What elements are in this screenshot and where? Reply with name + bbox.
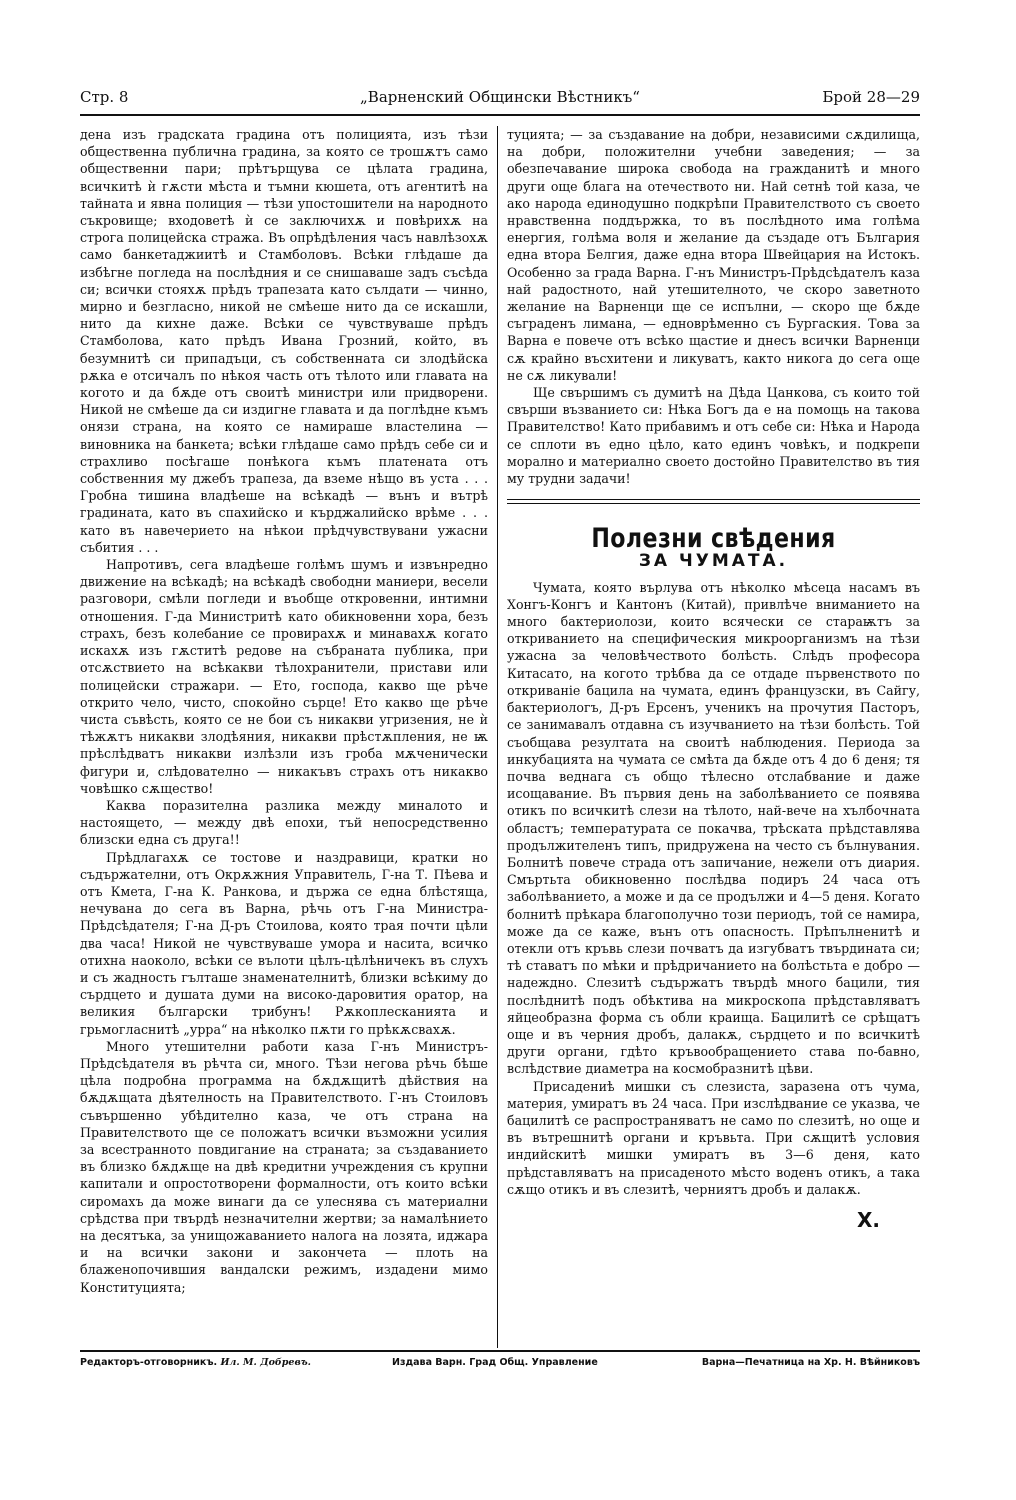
author-signature: X. <box>856 1207 880 1232</box>
right-column <box>507 126 920 1342</box>
printer-credit: Варна—Печатница на Хр. Н. Вѣйниковъ <box>701 1357 920 1368</box>
left-column <box>80 126 488 1342</box>
paragraph: Чумата, която върлува отъ нѣколко мѣсеца насамъ въ Хонгъ-Конгъ и Кантонъ (Китай), привлѣче вниманието на много бактериолози, които всячески се стараѭтъ за откриванието на специфическия микроорганизмъ на тѣзи ужасна за человѣчеството болѣсть. Слѣдъ профеcора Китасато, на когото трѣбва да се отдаде първенството по откриванiе бацила на чумата, единъ французски, въ Сайгу, бактериологъ, Д-ръ Ерсенъ, ученикъ на прочутия Пасторъ, се занимавалъ отдавна съ изучванието на тѣзи болѣсть. Той съобщава резултата на своитѣ наблюдения. Периода за инкубацията на чумата се смѣта да бѫде отъ 4 до 6 деня; тя почва веднага съ общо тѣлесно отслабвание и даже исощавание. Въ първия день на заболѣванието се появява отикъ по всичкитѣ слези на тѣлото, най-вече на хълбочната областъ; температурата се покачва, трѣската прѣдставлява продължителенъ типъ, придружена на често съ бълнувания. Болнитѣ повече страда отъ запичание, нежели отъ диария. Смъртьта обикновенно послѣдва подиръ 24 часа отъ заболѣванието, а може и да се продължи и 4—5 деня. Когато болнитѣ прѣкара благополучно този периодъ, той се намира, може да се каже, вънъ отъ опасность. Прѣпълненитѣ и отекли отъ кръвь слези почватъ да изгубватъ твърдината си; тѣ ставатъ по мѣки и прѣдричанието на болѣстьта е добро — надеждно. Слезитѣ съдържатъ твърдѣ много бацили, тия послѣднитѣ подъ обѣктива на микроскопа прѣдставляватъ яйцеобразна форма съ обли краища. Бацилитѣ се срѣщатъ още и въ черния дробъ, далакѫ, сърдцето и по всичкитѣ други органи, гдѣто кръвообращението става по-бавно, вслѣдствие диаметра на космобразнитѣ цѣви. <box>507 579 920 1077</box>
paragraph: Много утешителни работи каза Г-нъ Министръ-Прѣдсѣдателя въ рѣчта си, много. Тѣзи негова рѣчь бѣше цѣла подробна программа на бѫдѫщитѣ дѣйствия на бѫдѫщата дѣятелность на Правителството. Г-нъ Стоиловъ съвършенно убѣдително каза, че отъ страна на Правителството ще се положатъ всички възможни усилия за всестранното повдигание на страната; за създаванието въ близко бѫдѫще на двѣ кредитни учреждения съ крупни капитали и опростотворени формалности, отъ които всѣки сиромахъ да може винаги да се улеснява съ материални срѣдства при твърдѣ незначителни жертви; за намалѣнието на десятъка, за унищожаванието налога на лозята, иджара и на всички закони и закончета — плоть на блаженопочившия вандалски режимъ, издадени мимо Конституцията; <box>80 1038 488 1295</box>
editor-label: Редакторъ-отговорникъ. <box>80 1357 218 1368</box>
issue-number: Брой 28—29 <box>822 88 920 106</box>
page-header <box>80 88 920 114</box>
section-subtitle: ЗА ЧУМАТА. <box>638 551 789 572</box>
paragraph: дена изъ градската градина отъ полицията, изъ тѣзи общественна публична градина, за която се трошѫтъ само общественни пари; прѣтърщува се цѣлата градина, всичкитѣ ѝ гѫсти мѣста и тъмни кюшета, отъ агентитѣ на тайната и явна полиция — тѣзи упостошители на народното съкровище; входоветѣ ѝ се заключихѫ и повѣрихѫ на строга полицейска стража. Въ опрѣдѣления часъ навлѣзохѫ само банкетаджиитѣ и Стамболовъ. Всѣки глѣдаше да избѣгне погледа на послѣдния и се снишаваше задъ съсѣда си; всички стояхѫ прѣдъ трапезата като сълдати — чинно, мирно и безгласно, никой не смѣеше нито да се искашли, нито да кихне даже. Всѣки се чувствуваше прѣдъ Стамболова, като прѣдъ Ивана Грозний, който, въ безумнитѣ си припадъци, съ собственната си злодѣйска рѫка е отсичалъ по нѣкоя часть отъ тѣлото или главата на когото и да бѫде отъ своитѣ министри или придворени. Никой не смѣеше да си издигне главата и да поглѣдне къмъ онязи страна, на която се намираше властелина — виновника на банкета; всѣки глѣдаше само прѣдъ себе си и страхливо посѣгаше понѣкога къмъ платената отъ собственния му джебъ трапеза, да вземе нѣщо въ уста . . . Гробна тишина владѣеше на всѣкадѣ — вънъ и вътрѣ градината, като въ спахийско и кърджалийско врѣме . . . като въ навечерието на нѣкои прѣдчувствувани ужасни събития . . . <box>80 127 488 555</box>
page-number: Стр. 8 <box>80 88 129 106</box>
header-rule <box>80 114 920 116</box>
section-title: Полезни свѣдения <box>591 523 836 555</box>
paragraph: Напротивъ, сега владѣеше голѣмъ шумъ и извънредно движение на всѣкадѣ; на всѣкадѣ свободни маниери, весели разговори, смѣли погледи и въобще откровенни, интимни отношения. Г-да Министритѣ като обикновенни хора, безъ страхъ, безъ колебание се провирахѫ и минавахѫ когато искахѫ изъ гѫститѣ редове на събраната публика, при отсѫствието на всѣкакви тѣлохранители, пристави или полицейски стражари. — Ето, господа, какво ще рѣче открито чело, чисто, спокойно сърце! Ето какво ще рѣче чиста съвѣсть, която се не бои съ никакви угризения, не ѝ тѣжѫтъ никакви злодѣяния, никакви прѣстѫпления, не ѭ прѣслѣдватъ никакви излѣзли изъ гроба мѫченически фигури и, слѣдователно — никакъвъ страхъ отъ никакво човѣшко сѫщество! <box>80 557 488 796</box>
column-divider <box>497 126 498 1348</box>
paragraph: Ще свършимъ съ думитѣ на Дѣда Цанкова, съ които той свърши възванието си: Нѣка Богъ да е на помощь на такова Правителство! Като прибавимъ и отъ себе си: Нѣка и Народа се сплоти въ едно цѣло, като единъ човѣкъ, и подкрепи морално и материално своето достойно Правителство въ тия му трудни задачи! <box>507 385 920 487</box>
paragraph: Присадениѣ мишки съ слезиста, заразена отъ чума, материя, умиратъ въ 24 часа. При изслѣдвание се указва, че бацилитѣ се распространяватъ не само по слезитѣ, но още и въ вътрешнитѣ органи и кръвьта. При сѫщитѣ условия индийскитѣ мишки умиратъ въ 3—6 деня, като прѣдставляватъ на присаденото мѣсто воденъ отикъ, а така сѫщо отикъ и въ слезитѣ, черниятъ дробъ и далакѫ. <box>507 1078 920 1197</box>
section-divider <box>507 499 920 504</box>
footer-rule <box>80 1350 920 1352</box>
paragraph: Каква поразителна разлика между миналото и настоящето, — между двѣ епохи, тъй непосредственно близски една съ друга!! <box>80 797 488 848</box>
paragraph: Прѣдлагахѫ се тостове и наздравици, кратки но съдържателни, отъ Окрѫжния Управитель, Г-на Т. Пѣева и отъ Кмета, Г-на К. Ранкова, и държа се една блѣстяща, нечувана до сега въ Варна, рѣчь отъ Г-на Министра-Прѣдсѣдателя; Г-на Д-ръ Стоилова, която трая почти цѣли два часа! Никой не чувствуваше умора и насита, всичко отихна наоколо, всѣки се вълоти цѣлъ-цѣлѣничекъ въ слухъ и съ жадность гълташе знаменателнитѣ, близки всѣкиму до сърдцето и душата думи на високо-даровития оратор, на великия български трибунъ! Рѫкоплесканията и грьмогласнитѣ „урра“ на нѣколко пѫти го прѣкѫсвахѫ. <box>80 849 488 1037</box>
page-footer <box>80 1357 920 1375</box>
newspaper-title: „Варненский Общински Вѣстникъ“ <box>360 88 640 106</box>
editor-name: Ил. М. Добревъ. <box>220 1357 311 1368</box>
editor-credit <box>80 1357 311 1368</box>
publisher-credit: Издава Варн. Град Общ. Управление <box>392 1357 598 1368</box>
paragraph: туцията; — за създавание на добри, независими сѫдилища, на добри, положителни учебни заведения; — за обезпечавание широка свобода на гражданитѣ и много други още блага на отечеството ни. Най сетнѣ той каза, че ако народа единодушно подкрѣпи Правителството съ своето нравственна поддържка, то въ послѣдното има голѣма енергия, голѣма воля и желание да създаде отъ България една втора Белгия, даже една втора Швейцария на Истокъ. Особенно за града Варна. Г-нъ Министръ-Прѣдсѣдателъ каза най радостното, най утешителното, че скоро заветното желание на Варненци ще се испълни, — скоро ще бѫде съграденъ лимана, — едноврѣменно съ Бургаския. Това за Варна е повече отъ всѣко щастие и днесъ всички Варненци сѫ крайно въсхитени и ликуватъ, както никога до сега още не сѫ ликували! <box>507 127 920 383</box>
